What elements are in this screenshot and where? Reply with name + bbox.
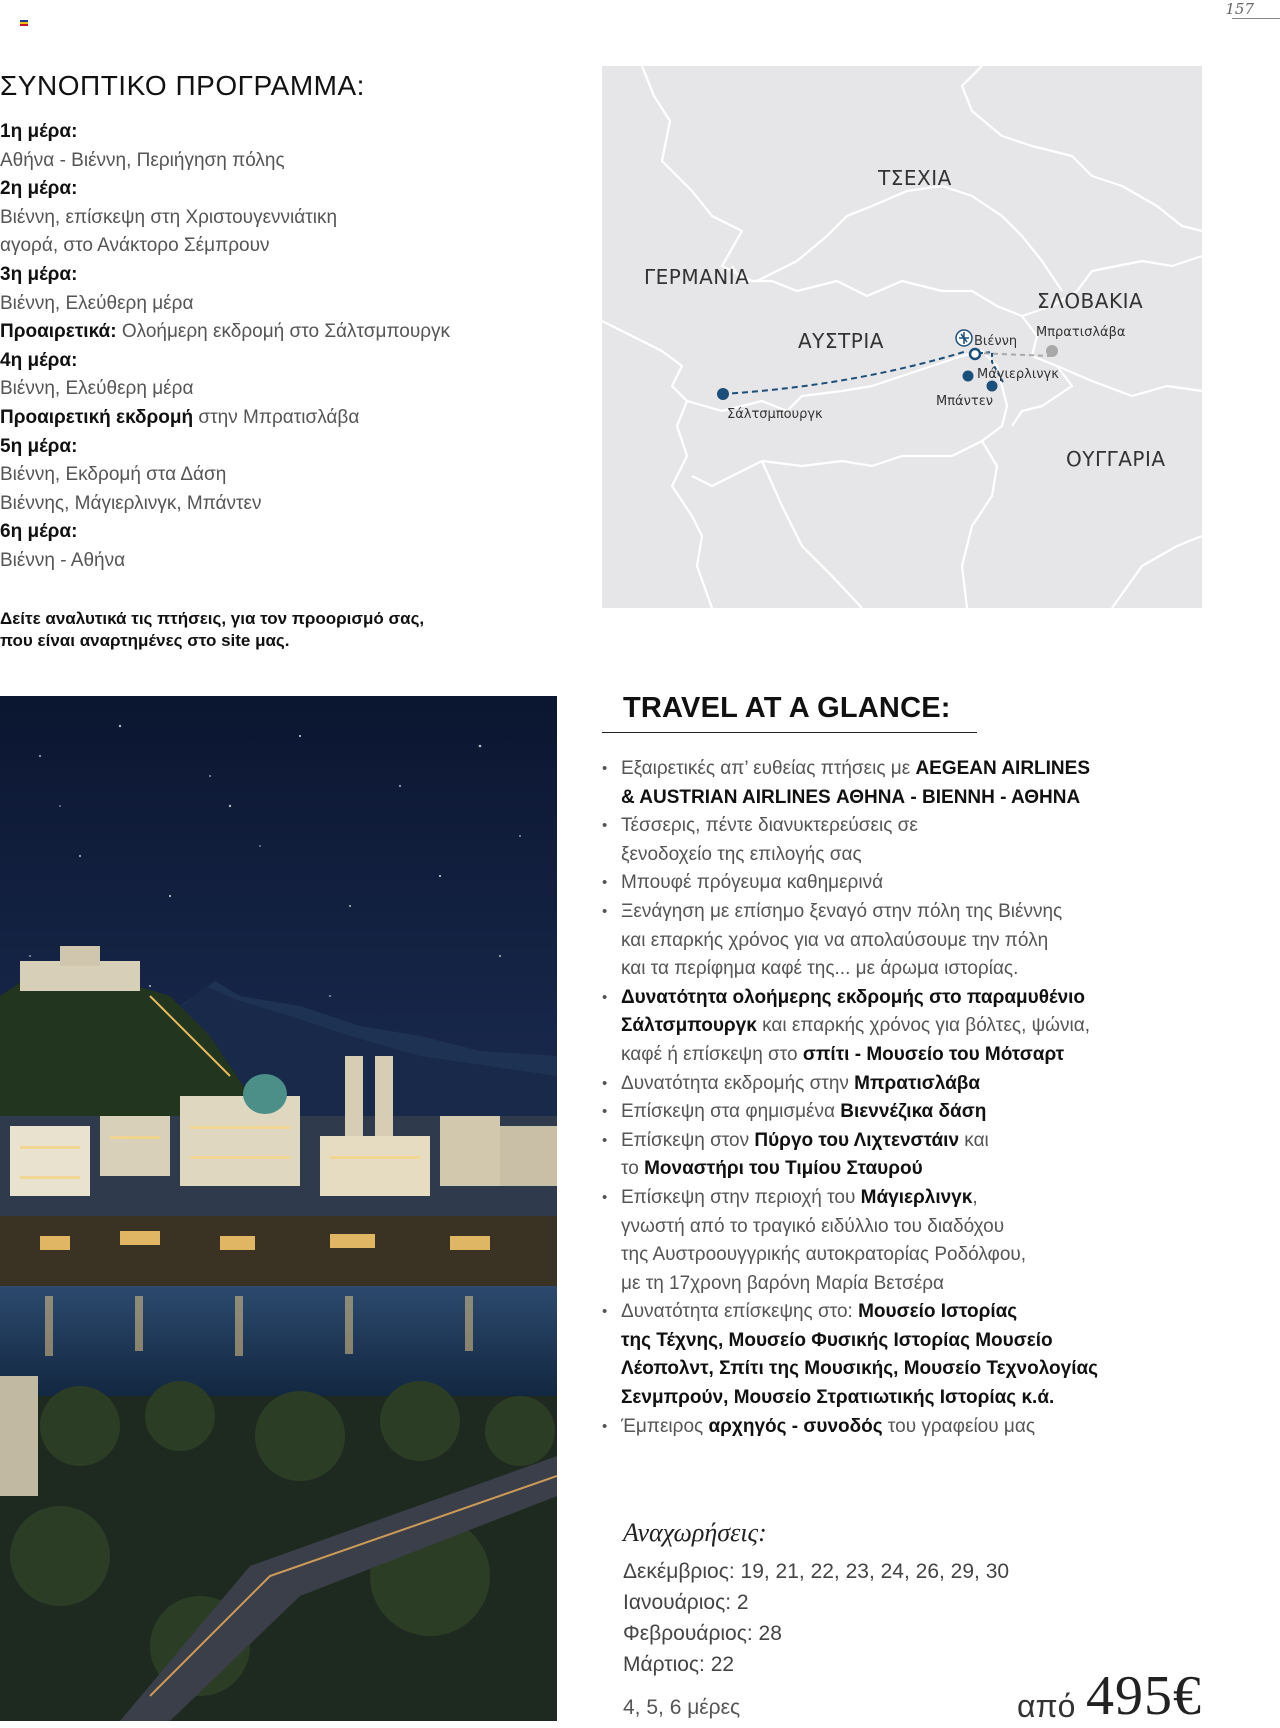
glance-item-line bbox=[621, 1327, 1202, 1356]
page-number-rule bbox=[1232, 18, 1280, 19]
mayerling-marker bbox=[963, 371, 974, 382]
glance-text: Δυνατότητα εκδρομής στην bbox=[621, 1072, 855, 1094]
itinerary-option-text: Ολοήμερη εκδρομή στο Σάλτσμπουργκ bbox=[116, 321, 451, 343]
glance-text: Επίσκεψη στα φημισμένα bbox=[621, 1101, 841, 1123]
glance-item-line bbox=[621, 869, 1202, 898]
glance-item-line bbox=[621, 1070, 1202, 1099]
glance-highlight: Σενμπρούν, Μουσείο Στρατιωτικής Ιστορίας κ.ά. bbox=[621, 1387, 1055, 1409]
glance-highlight: αρχηγός - συνοδός bbox=[708, 1415, 883, 1437]
itinerary bbox=[0, 118, 520, 576]
glance-item-line bbox=[621, 1384, 1202, 1413]
glance-item-line bbox=[621, 955, 1202, 984]
departure-line: Φεβρουάριος: 28 bbox=[623, 1622, 782, 1645]
glance-item bbox=[602, 1070, 1202, 1099]
glance-highlight: Μάγιερλινγκ bbox=[860, 1186, 973, 1208]
glance-text: της Αυστροουγγρικής αυτοκρατορίας Ροδόλφου, bbox=[621, 1244, 1027, 1266]
glance-text: και bbox=[959, 1129, 989, 1151]
glance-text: του γραφείου μας bbox=[882, 1415, 1036, 1437]
city-label-vienna: Βιέννη bbox=[974, 334, 1018, 349]
country-label-austria: ΑΥΣΤΡΙΑ bbox=[798, 329, 884, 353]
glance-text: Επίσκεψη στον bbox=[621, 1129, 755, 1151]
city-label-mayerling: Μάγιερλινγκ bbox=[977, 367, 1059, 382]
itinerary-day-heading: 3η μέρα: bbox=[0, 263, 78, 285]
country-label-germany: ΓΕΡΜΑΝΙΑ bbox=[644, 265, 750, 289]
flag-icon bbox=[20, 20, 28, 26]
departures-title: Αναχωρήσεις: bbox=[623, 1518, 767, 1547]
glance-item bbox=[602, 869, 1202, 898]
glance-text: Έμπειρος bbox=[621, 1415, 709, 1437]
vienna-marker bbox=[970, 349, 980, 359]
map-canvas bbox=[602, 66, 1202, 608]
departures-list bbox=[623, 1556, 1009, 1680]
price-from-label: από bbox=[1017, 1688, 1076, 1724]
itinerary-day-heading: 4η μέρα: bbox=[0, 349, 78, 371]
glance-text: Εξαιρετικές απ’ ευθείας πτήσεις με bbox=[621, 758, 916, 779]
glance-highlight: Μουσείο Ιστορίας bbox=[858, 1301, 1018, 1323]
glance-item-line bbox=[621, 755, 1202, 784]
itinerary-line: Βιέννης, Μάγιερλινγκ, Μπάντεν bbox=[0, 492, 262, 514]
itinerary-line bbox=[0, 318, 520, 347]
summary-title: ΣΥΝΟΠΤΙΚΟ ΠΡΟΓΡΑΜΜΑ: bbox=[0, 70, 365, 101]
glance-item-line bbox=[621, 1241, 1202, 1270]
itinerary-line: Βιέννη, Εκδρομή στα Δάση bbox=[0, 464, 227, 486]
flights-note-line: Δείτε αναλυτικά τις πτήσεις, για τον προορισμό σας, bbox=[0, 609, 425, 628]
glance-text: το bbox=[621, 1158, 645, 1180]
glance-item-line bbox=[621, 984, 1202, 1013]
glance-highlight: Πύργο του Λιχτενστάιν bbox=[754, 1129, 960, 1151]
salzburg-night-photo bbox=[0, 696, 557, 1721]
glance-text: γνωστή από το τραγικό ειδύλλιο του διαδόχου bbox=[621, 1215, 1005, 1237]
flights-note bbox=[0, 608, 520, 652]
glance-item-line bbox=[621, 927, 1202, 956]
glance-text: Ξενάγηση με επίσημο ξεναγό στην πόλη της Βιέννης bbox=[621, 900, 1063, 922]
departure-line: Ιανουάριος: 2 bbox=[623, 1591, 749, 1614]
glance-highlight: Λέοπολντ, Σπίτι της Μουσικής, Μουσείο Τεχνολογίας bbox=[621, 1358, 1099, 1380]
glance-item-line bbox=[621, 1155, 1202, 1184]
glance-text: καφέ ή επίσκεψη στο bbox=[621, 1043, 803, 1065]
itinerary-line: Αθήνα - Βιέννη, Περιήγηση πόλης bbox=[0, 149, 285, 171]
glance-item-line bbox=[621, 812, 1202, 841]
glance-item-line bbox=[621, 1355, 1202, 1384]
glance-text: Επίσκεψη στην περιοχή του bbox=[621, 1186, 861, 1208]
glance-item-line bbox=[621, 1298, 1202, 1327]
glance-highlight: & AUSTRIAN AIRLINES ΑΘΗΝΑ - ΒΙΕΝΝΗ - ΑΘΗΝΑ bbox=[621, 786, 1081, 808]
glance-item-line bbox=[621, 1184, 1202, 1213]
departure-line: Δεκέμβριος: 19, 21, 22, 23, 24, 26, 29, 30 bbox=[623, 1560, 1010, 1583]
country-label-slovakia: ΣΛΟΒΑΚΙΑ bbox=[1037, 289, 1144, 313]
glance-item bbox=[602, 1098, 1202, 1127]
glance-highlight: Μοναστήρι του Τιμίου Σταυρού bbox=[644, 1158, 923, 1180]
glance-item bbox=[602, 755, 1202, 812]
glance-text: Μπουφέ πρόγευμα καθημερινά bbox=[621, 872, 884, 894]
city-label-baden: Μπάντεν bbox=[936, 394, 993, 409]
itinerary-day-heading: 5η μέρα: bbox=[0, 435, 78, 457]
itinerary-day-heading: 1η μέρα: bbox=[0, 121, 78, 142]
itinerary-line: Βιέννη, Ελεύθερη μέρα bbox=[0, 378, 194, 400]
itinerary-line: Βιέννη, Ελεύθερη μέρα bbox=[0, 292, 194, 314]
glance-item bbox=[602, 1298, 1202, 1412]
glance-item bbox=[602, 1184, 1202, 1298]
glance-text: Δυνατότητα επίσκεψης στο: bbox=[621, 1301, 859, 1323]
itinerary-day-heading: 2η μέρα: bbox=[0, 178, 78, 200]
city-label-salzburg: Σάλτσμπουργκ bbox=[727, 407, 823, 422]
itinerary-line: Βιέννη - Αθήνα bbox=[0, 549, 126, 571]
glance-highlight: AEGEAN AIRLINES bbox=[915, 758, 1090, 779]
itinerary-line: Βιέννη, επίσκεψη στη Χριστουγεννιάτικη bbox=[0, 206, 338, 228]
glance-item-line bbox=[621, 784, 1202, 813]
glance-highlight: Δυνατότητα ολοήμερης εκδρομής στο παραμυθένιο bbox=[621, 986, 1086, 1008]
country-label-czech: ΤΣΕΧΙΑ bbox=[878, 166, 952, 190]
page-number: 157 bbox=[1225, 0, 1254, 18]
glance-highlight: της Τέχνης, Μουσείο Φυσικής Ιστορίας Μουσείο bbox=[621, 1329, 1053, 1351]
glance-item-line bbox=[621, 1041, 1202, 1070]
glance-list bbox=[602, 755, 1202, 1441]
itinerary-day-heading: 6η μέρα: bbox=[0, 521, 78, 543]
glance-text: και τα περίφημα καφέ της... με άρωμα ιστορίας. bbox=[621, 958, 1019, 980]
itinerary-option-label: Προαιρετική εκδρομή bbox=[0, 406, 194, 428]
salzburg-marker bbox=[717, 388, 729, 400]
glance-item bbox=[602, 898, 1202, 984]
glance-text: και επαρκής χρόνος για βόλτες, ψώνια, bbox=[756, 1015, 1090, 1037]
glance-text: και επαρκής χρόνος για να απολαύσουμε την πόλη bbox=[621, 929, 1049, 951]
itinerary-option-text: στην Μπρατισλάβα bbox=[193, 406, 360, 428]
city-label-bratislava: Μπρατισλάβα bbox=[1036, 325, 1126, 340]
glance-text: , bbox=[972, 1186, 978, 1208]
flights-note-line: που είναι αναρτημένες στο site μας. bbox=[0, 631, 290, 650]
glance-item-line bbox=[621, 1413, 1202, 1442]
country-label-hungary: ΟΥΓΓΑΡΙΑ bbox=[1066, 447, 1166, 471]
route-map bbox=[602, 66, 1202, 608]
glance-text: με τη 17χρονη βαρόνη Μαρία Βετσέρα bbox=[621, 1272, 944, 1294]
glance-item bbox=[602, 1127, 1202, 1184]
glance-highlight: Μπρατισλάβα bbox=[854, 1072, 981, 1094]
price-value: 495€ bbox=[1086, 1665, 1202, 1727]
glance-item bbox=[602, 1413, 1202, 1442]
glance-item bbox=[602, 812, 1202, 869]
glance-item-line bbox=[621, 898, 1202, 927]
glance-highlight: σπίτι - Μουσείο του Μότσαρτ bbox=[802, 1043, 1065, 1065]
trip-duration: 4, 5, 6 μέρες bbox=[623, 1696, 741, 1719]
glance-highlight: Σάλτσμπουργκ bbox=[621, 1015, 757, 1037]
glance-title-rule bbox=[602, 732, 977, 733]
glance-item bbox=[602, 984, 1202, 1070]
glance-text: ξενοδοχείο της επιλογής σας bbox=[621, 843, 862, 865]
glance-item-line bbox=[621, 1270, 1202, 1299]
glance-item-line bbox=[621, 1012, 1202, 1041]
baden-marker bbox=[987, 381, 998, 392]
glance-item-line bbox=[621, 841, 1202, 870]
itinerary-option-label: Προαιρετικά: bbox=[0, 321, 117, 343]
glance-highlight: Βιεννέζικα δάση bbox=[840, 1101, 987, 1123]
glance-item-line bbox=[621, 1098, 1202, 1127]
departure-line: Μάρτιος: 22 bbox=[623, 1653, 735, 1676]
bratislava-marker bbox=[1046, 345, 1058, 357]
itinerary-line bbox=[0, 404, 520, 433]
glance-title: TRAVEL AT A GLANCE: bbox=[623, 692, 951, 724]
glance-item-line bbox=[621, 1127, 1202, 1156]
itinerary-line: αγορά, στο Ανάκτορο Σέμπρουν bbox=[0, 235, 270, 257]
glance-item-line bbox=[621, 1213, 1202, 1242]
glance-text: Τέσσερις, πέντε διανυκτερεύσεις σε bbox=[621, 815, 918, 837]
